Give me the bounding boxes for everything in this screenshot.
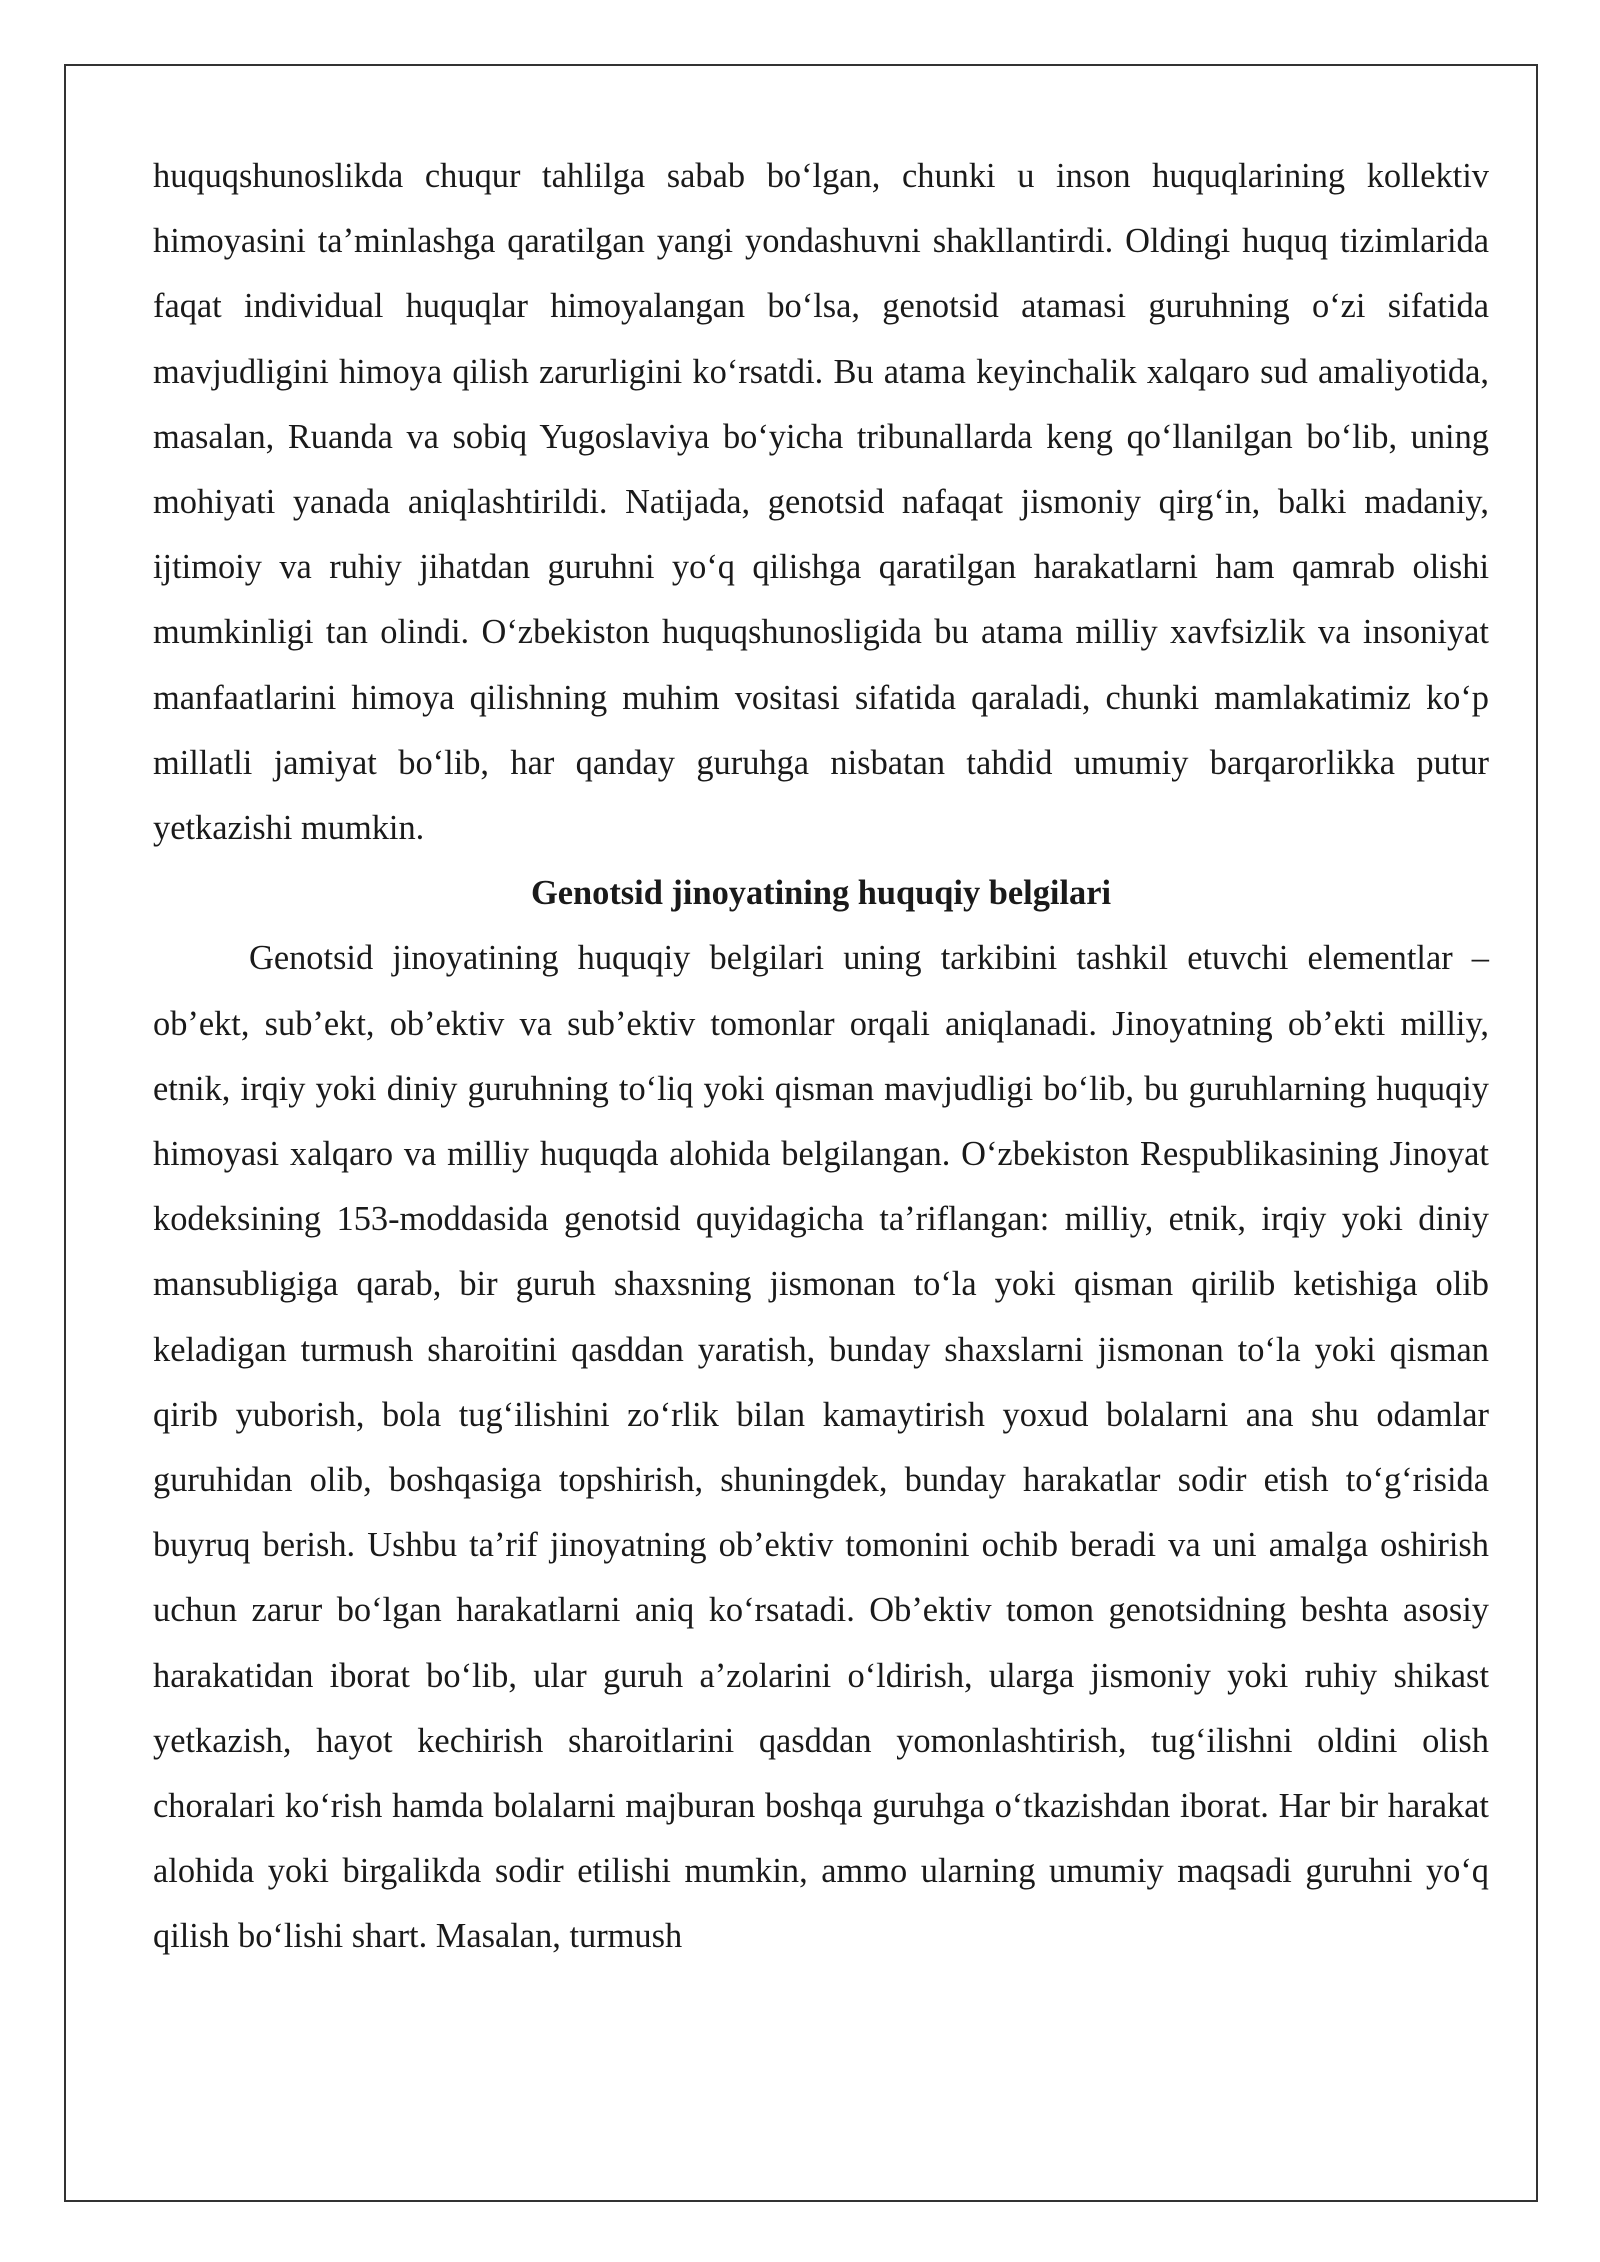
body-paragraph: huquqshunoslikda chuqur tahlilga sabab boʻlgan, chunki u inson huquqlarining kollektiv himoyasini taʼminlashga qaratilgan yangi yondashuvni shakllantirdi. Oldingi huquq tizimlarida faqat individual huquqlar himoyalangan boʻlsa, genotsid atamasi guruhning oʻzi sifatida mavjudligini himoya qilish zarurligini koʻrsatdi. Bu atama keyinchalik xalqaro sud amaliyotida, masalan, Ruanda va sobiq Yugoslaviya boʻyicha tribunallarda keng qoʻllanilgan boʻlib, uning mohiyati yanada aniqlashtirildi. Natijada, genotsid nafaqat jismoniy qirgʻin, balki madaniy, ijtimoiy va ruhiy jihatdan guruhni yoʻq qilishga qaratilgan harakatlarni ham qamrab olishi mumkinligi tan olindi. Oʻzbekiston huquqshunosligida bu atama milliy xavfsizlik va insoniyat manfaatlarini himoya qilishning muhim vositasi sifatida qaraladi, chunki mamlakatimiz koʻp millatli jamiyat boʻlib, har qanday guruhga nisbatan tahdid umumiy barqarorlikka putur yetkazishi mumkin. — [153, 157, 1489, 848]
section-heading: Genotsid jinoyatining huquqiy belgilari — [530, 874, 1112, 913]
document-body — [153, 144, 1489, 1970]
body-paragraph: Genotsid jinoyatining huquqiy belgilari uning tarkibini tashkil etuvchi elementlar – obʼekt, subʼekt, obʼektiv va subʼektiv tomonlar orqali aniqlanadi. Jinoyatning obʼekti milliy, etnik, irqiy yoki diniy guruhning toʻliq yoki qisman mavjudligi boʻlib, bu guruhlarning huquqiy himoyasi xalqaro va milliy huquqda alohida belgilangan. Oʻzbekiston Respublikasining Jinoyat kodeksining 153-moddasida genotsid quyidagicha taʼriflangan: milliy, etnik, irqiy yoki diniy mansubligiga qarab, bir guruh shaxsning jismonan toʻla yoki qisman qirilib ketishiga olib keladigan turmush sharoitini qasddan yaratish, bunday shaxslarni jismonan toʻla yoki qisman qirib yuborish, bola tugʻilishini zoʻrlik bilan kamaytirish yoxud bolalarni ana shu odamlar guruhidan olib, boshqasiga topshirish, shuningdek, bunday harakatlar sodir etish toʻgʻrisida buyruq berish. Ushbu taʼrif jinoyatning obʼektiv tomonini ochib beradi va uni amalga oshirish uchun zarur boʻlgan harakatlarni aniq koʻrsatadi. Obʼektiv tomon genotsidning beshta asosiy harakatidan iborat boʻlib, ular guruh aʼzolarini oʻldirish, ularga jismoniy yoki ruhiy shikast yetkazish, hayot kechirish sharoitlarini qasddan yomonlashtirish, tugʻilishni oldini olish choralari koʻrish hamda bolalarni majburan boshqa guruhga oʻtkazishdan iborat. Har bir harakat alohida yoki birgalikda sodir etilishi mumkin, ammo ularning umumiy maqsadi guruhni yoʻq qilish boʻlishi shart. Masalan, turmush — [153, 939, 1489, 1956]
